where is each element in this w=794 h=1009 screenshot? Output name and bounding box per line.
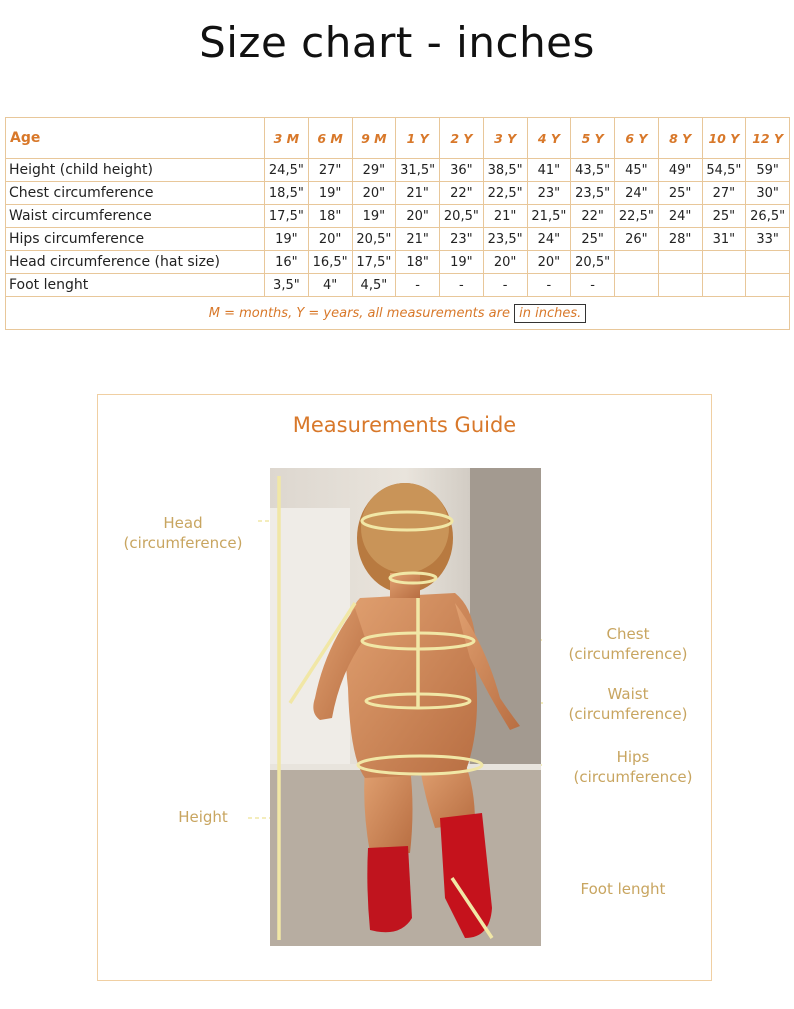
row-label: Waist circumference: [6, 205, 265, 228]
table-cell: 41": [527, 159, 571, 182]
table-cell: 20": [483, 251, 527, 274]
table-cell: [746, 274, 790, 297]
table-cell: 21": [396, 182, 440, 205]
table-cell: 16,5": [308, 251, 352, 274]
table-cell: [658, 274, 702, 297]
table-cell: 24,5": [265, 159, 309, 182]
table-cell: -: [571, 274, 615, 297]
table-cell: 4,5": [352, 274, 396, 297]
age-column-header: 6 M: [308, 118, 352, 159]
table-cell: 18": [308, 205, 352, 228]
table-cell: 18": [396, 251, 440, 274]
table-cell: 29": [352, 159, 396, 182]
table-cell: 17,5": [265, 205, 309, 228]
table-cell: 31,5": [396, 159, 440, 182]
row-label: Chest circumference: [6, 182, 265, 205]
table-cell: -: [527, 274, 571, 297]
table-cell: 26,5": [746, 205, 790, 228]
table-cell: 20,5": [571, 251, 615, 274]
table-cell: 31": [702, 228, 746, 251]
table-cell: 20,5": [352, 228, 396, 251]
table-row: [6, 251, 790, 274]
table-row: [6, 274, 790, 297]
height-label: Height: [178, 808, 228, 826]
table-cell: 25": [702, 205, 746, 228]
table-cell: 49": [658, 159, 702, 182]
table-cell: 38,5": [483, 159, 527, 182]
table-cell: 22,5": [483, 182, 527, 205]
table-cell: -: [483, 274, 527, 297]
table-cell: 22": [571, 205, 615, 228]
table-cell: 21": [396, 228, 440, 251]
table-cell: 45": [615, 159, 659, 182]
child-photo: [270, 468, 541, 946]
age-column-header: 4 Y: [527, 118, 571, 159]
table-cell: 22": [440, 182, 484, 205]
table-cell: [746, 251, 790, 274]
table-cell: 4": [308, 274, 352, 297]
hips-label: Hips (circumference): [573, 748, 693, 786]
row-label: Foot lenght: [6, 274, 265, 297]
table-cell: 54,5": [702, 159, 746, 182]
table-cell: 19": [265, 228, 309, 251]
table-row: [6, 182, 790, 205]
row-label: Head circumference (hat size): [6, 251, 265, 274]
head-label: Head (circumference): [123, 514, 243, 552]
table-cell: 36": [440, 159, 484, 182]
table-cell: 18,5": [265, 182, 309, 205]
page-title: Size chart - inches: [199, 18, 595, 67]
age-column-header: 12 Y: [746, 118, 790, 159]
size-table: [5, 117, 790, 330]
table-cell: 20": [396, 205, 440, 228]
table-cell: [702, 274, 746, 297]
table-cell: 3,5": [265, 274, 309, 297]
age-column-header: 5 Y: [571, 118, 615, 159]
table-cell: 24": [615, 182, 659, 205]
table-cell: 24": [527, 228, 571, 251]
table-cell: 28": [658, 228, 702, 251]
table-cell: 23,5": [483, 228, 527, 251]
table-cell: 19": [308, 182, 352, 205]
table-cell: 21": [483, 205, 527, 228]
table-cell: 21,5": [527, 205, 571, 228]
table-cell: [658, 251, 702, 274]
age-column-header: 8 Y: [658, 118, 702, 159]
age-column-header: 3 M: [265, 118, 309, 159]
table-cell: 22,5": [615, 205, 659, 228]
table-cell: 20": [527, 251, 571, 274]
table-cell: 25": [658, 182, 702, 205]
note-boxed-text: in inches.: [514, 304, 586, 323]
age-column-header: 1 Y: [396, 118, 440, 159]
waist-label: Waist (circumference): [568, 685, 688, 723]
foot-length-label: Foot lenght: [580, 880, 666, 898]
table-cell: -: [396, 274, 440, 297]
table-cell: 27": [702, 182, 746, 205]
table-cell: 25": [571, 228, 615, 251]
table-cell: 30": [746, 182, 790, 205]
table-cell: 19": [440, 251, 484, 274]
age-column-header: 6 Y: [615, 118, 659, 159]
table-cell: 27": [308, 159, 352, 182]
table-cell: [615, 274, 659, 297]
table-row: [6, 205, 790, 228]
guide-title: Measurements Guide: [292, 413, 517, 437]
table-cell: 59": [746, 159, 790, 182]
table-cell: 33": [746, 228, 790, 251]
table-cell: 20,5": [440, 205, 484, 228]
row-label: Height (child height): [6, 159, 265, 182]
table-cell: 23": [527, 182, 571, 205]
table-cell: -: [440, 274, 484, 297]
table-cell: 23,5": [571, 182, 615, 205]
table-cell: 19": [352, 205, 396, 228]
table-cell: 24": [658, 205, 702, 228]
table-cell: 16": [265, 251, 309, 274]
table-row: [6, 228, 790, 251]
age-column-header: 3 Y: [483, 118, 527, 159]
table-cell: [702, 251, 746, 274]
age-column-header: 2 Y: [440, 118, 484, 159]
table-cell: 17,5": [352, 251, 396, 274]
age-column-header: 9 M: [352, 118, 396, 159]
table-cell: 43,5": [571, 159, 615, 182]
table-cell: [615, 251, 659, 274]
table-header-row: [6, 118, 790, 159]
chest-label: Chest (circumference): [568, 625, 688, 663]
table-cell: 20": [352, 182, 396, 205]
table-cell: 20": [308, 228, 352, 251]
table-note: [6, 297, 790, 330]
table-cell: 23": [440, 228, 484, 251]
note-text: M = months, Y = years, all measurements are: [208, 305, 510, 321]
row-label: Hips circumference: [6, 228, 265, 251]
table-row: [6, 159, 790, 182]
age-header: Age: [6, 118, 265, 159]
table-cell: 26": [615, 228, 659, 251]
table-body: [6, 159, 790, 297]
measurements-guide: [97, 394, 712, 981]
age-column-header: 10 Y: [702, 118, 746, 159]
